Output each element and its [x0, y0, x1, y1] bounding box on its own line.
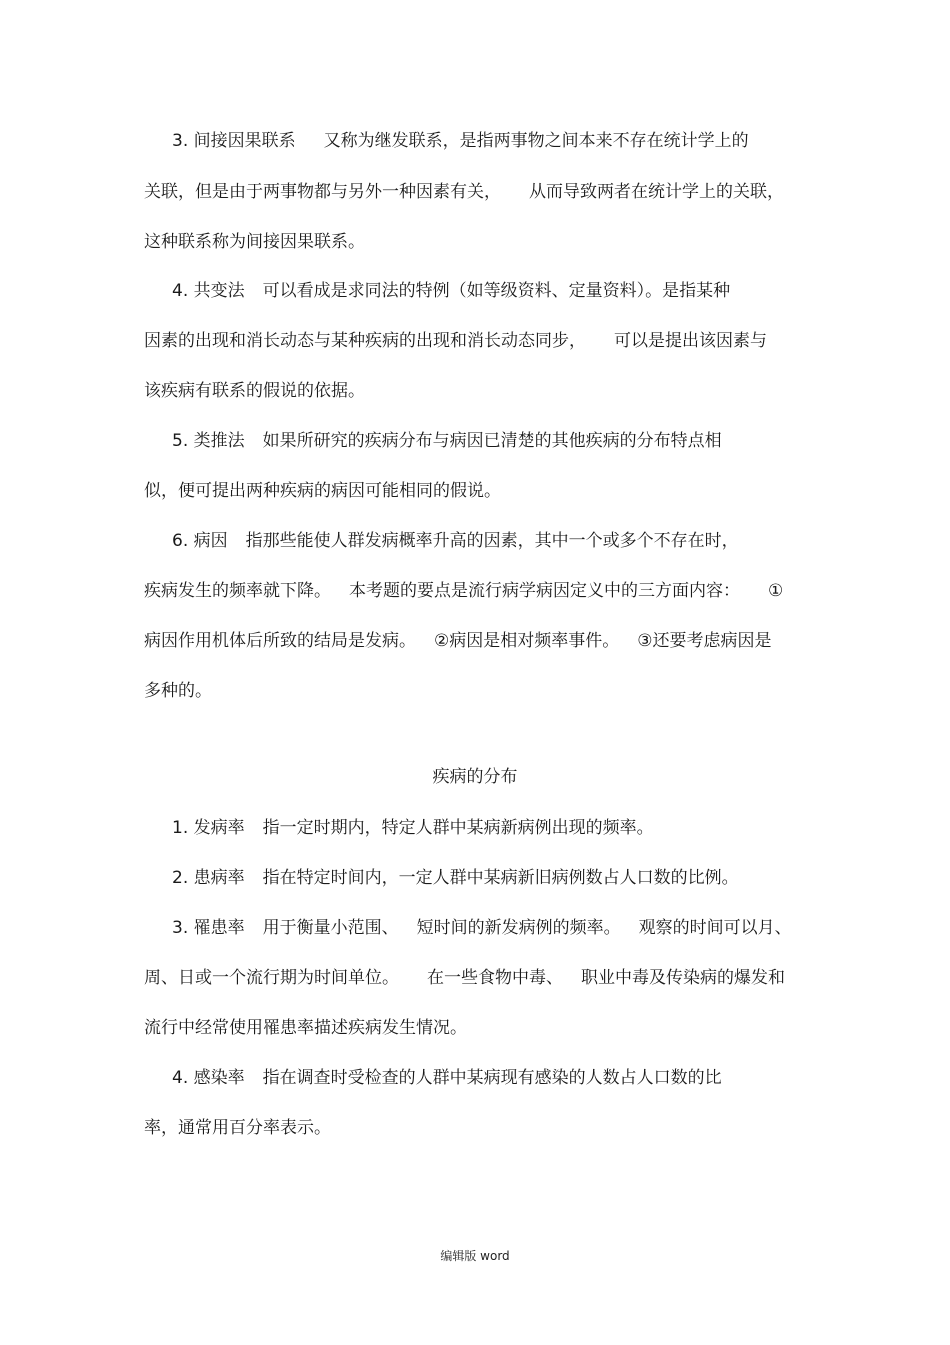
paragraph-text: 从而导致两者在统计学上的关联， — [529, 182, 784, 202]
term-label: 4. 感染率 — [172, 1068, 245, 1088]
paragraph-line — [144, 480, 501, 502]
section-line — [172, 1067, 722, 1089]
paragraph-line — [172, 130, 749, 152]
paragraph-line — [172, 530, 739, 552]
paragraph-text: ③还要考虑病因是 — [637, 631, 772, 651]
section-line — [144, 1017, 467, 1039]
paragraph-text: 因素的出现和消长动态与某种疾病的出现和消长动态同步， — [144, 331, 586, 351]
section-text: 流行中经常使用罹患率描述疾病发生情况。 — [144, 1018, 467, 1038]
section-text: 指在调查时受检查的人群中某病现有感染的人数占人口数的比 — [262, 1068, 722, 1088]
section-text: 率，通常用百分率表示。 — [144, 1118, 331, 1138]
section-text: 观察的时间可以月、 — [638, 918, 792, 938]
paragraph-line — [144, 231, 365, 253]
section-text: 用于衡量小范围、 — [262, 918, 399, 938]
paragraph-text: 指那些能使人群发病概率升高的因素，其中一个或多个不存在时， — [245, 531, 739, 551]
paragraph-line — [144, 580, 783, 602]
paragraph-line — [172, 280, 730, 302]
paragraph-text: 又称为继发联系，是指两事物之间本来不存在统计学上的 — [323, 131, 749, 151]
section-line — [144, 1117, 331, 1139]
section-text: 指一定时期内，特定人群中某病新病例出现的频率。 — [262, 818, 654, 838]
paragraph-text: 疾病发生的频率就下降。 — [144, 581, 331, 601]
section-text: 周、日或一个流行期为时间单位。 — [144, 968, 399, 988]
section-line — [144, 967, 785, 989]
paragraph-text: ① — [768, 581, 784, 601]
section-line — [172, 817, 654, 839]
paragraph-line — [144, 181, 784, 203]
paragraph-line — [144, 630, 772, 652]
paragraph-text: 如果所研究的疾病分布与病因已清楚的其他疾病的分布特点相 — [262, 431, 722, 451]
section-text: 短时间的新发病例的频率。 — [416, 918, 621, 938]
term-label: 3. 罹患率 — [172, 918, 245, 938]
paragraph-line — [172, 430, 722, 452]
page-footer: 编辑版 word — [440, 1249, 510, 1263]
term-label: 3. 间接因果联系 — [172, 131, 296, 151]
paragraph-text: 关联，但是由于两事物都与另外一种因素有关， — [144, 182, 501, 202]
term-label: 6. 病因 — [172, 531, 228, 551]
paragraph-text: 可以是提出该因素与 — [614, 331, 767, 351]
paragraph-line — [144, 680, 212, 702]
paragraph-text: 该疾病有联系的假说的依据。 — [144, 381, 365, 401]
section-line — [172, 867, 739, 889]
paragraph-text: 这种联系称为间接因果联系。 — [144, 232, 365, 252]
paragraph-text: 似，便可提出两种疾病的病因可能相同的假说。 — [144, 481, 501, 501]
term-label: 2. 患病率 — [172, 868, 245, 888]
paragraph-text: ②病因是相对频率事件。 — [434, 631, 620, 651]
paragraph-text: 可以看成是求同法的特例（如等级资料、定量资料）。是指某种 — [262, 281, 731, 301]
paragraph-line — [144, 330, 767, 352]
term-label: 1. 发病率 — [172, 818, 245, 838]
section-text: 职业中毒及传染病的爆发和 — [581, 968, 785, 988]
term-label: 4. 共变法 — [172, 281, 245, 301]
paragraph-text: 病因作用机体后所致的结局是发病。 — [144, 631, 416, 651]
section-text: 在一些食物中毒、 — [427, 968, 563, 988]
paragraph-text: 本考题的要点是流行病学病因定义中的三方面内容： — [349, 581, 740, 601]
section-text: 指在特定时间内，一定人群中某病新旧病例数占人口数的比例。 — [262, 868, 739, 888]
paragraph-text: 多种的。 — [144, 681, 212, 701]
paragraph-line — [144, 380, 365, 402]
section-title: 疾病的分布 — [432, 767, 518, 787]
section-line — [172, 917, 792, 939]
term-label: 5. 类推法 — [172, 431, 245, 451]
